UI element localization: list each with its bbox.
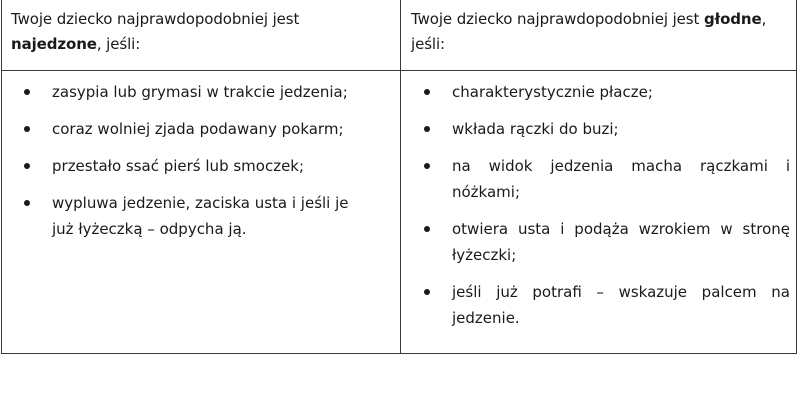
bullet-icon	[424, 226, 430, 232]
list-item: na widok jedzenia macha rączkami i nóżkami;	[422, 153, 790, 205]
header-full-prefix: Twoje dziecko najprawdopodobniej jest	[11, 10, 300, 28]
info-table	[1, 0, 797, 354]
list-item: charakterystycznie płacze;	[422, 79, 790, 105]
bullet-icon	[24, 126, 30, 132]
body-cell-hungry	[422, 71, 790, 342]
body-cell-full	[22, 71, 374, 253]
bullet-icon	[24, 89, 30, 95]
hungry-signs-list	[422, 79, 790, 331]
list-item: wkłada rączki do buzi;	[422, 116, 790, 142]
header-full-keyword: najedzone	[11, 35, 97, 53]
list-item: jeśli już potrafi – wskazuje palcem na jedzenie.	[422, 279, 790, 331]
bullet-icon	[24, 163, 30, 169]
header-hungry-keyword: głodne	[703, 10, 762, 28]
bullet-icon	[424, 126, 430, 132]
list-item: coraz wolniej zjada podawany pokarm;	[22, 116, 374, 142]
table-header-row	[2, 0, 796, 71]
list-item: zasypia lub grymasi w trakcie jedzenia;	[22, 79, 374, 105]
list-item: przestało ssać pierś lub smoczek;	[22, 153, 374, 179]
bullet-icon	[424, 163, 430, 169]
header-hungry-suffix: , jeśli:	[411, 10, 767, 53]
header-cell-full	[11, 7, 391, 57]
full-signs-list	[22, 79, 374, 242]
header-hungry-prefix: Twoje dziecko najprawdopodobniej jest	[411, 10, 704, 28]
list-item: otwiera usta i podąża wzrokiem w stronę łyżeczki;	[422, 216, 790, 268]
bullet-icon	[24, 200, 30, 206]
header-full-suffix: , jeśli:	[96, 35, 141, 53]
bullet-icon	[424, 289, 430, 295]
list-item: wypluwa jedzenie, zaciska usta i jeśli je już łyżeczką – odpycha ją.	[22, 190, 374, 242]
bullet-icon	[424, 89, 430, 95]
header-cell-hungry	[411, 7, 791, 57]
